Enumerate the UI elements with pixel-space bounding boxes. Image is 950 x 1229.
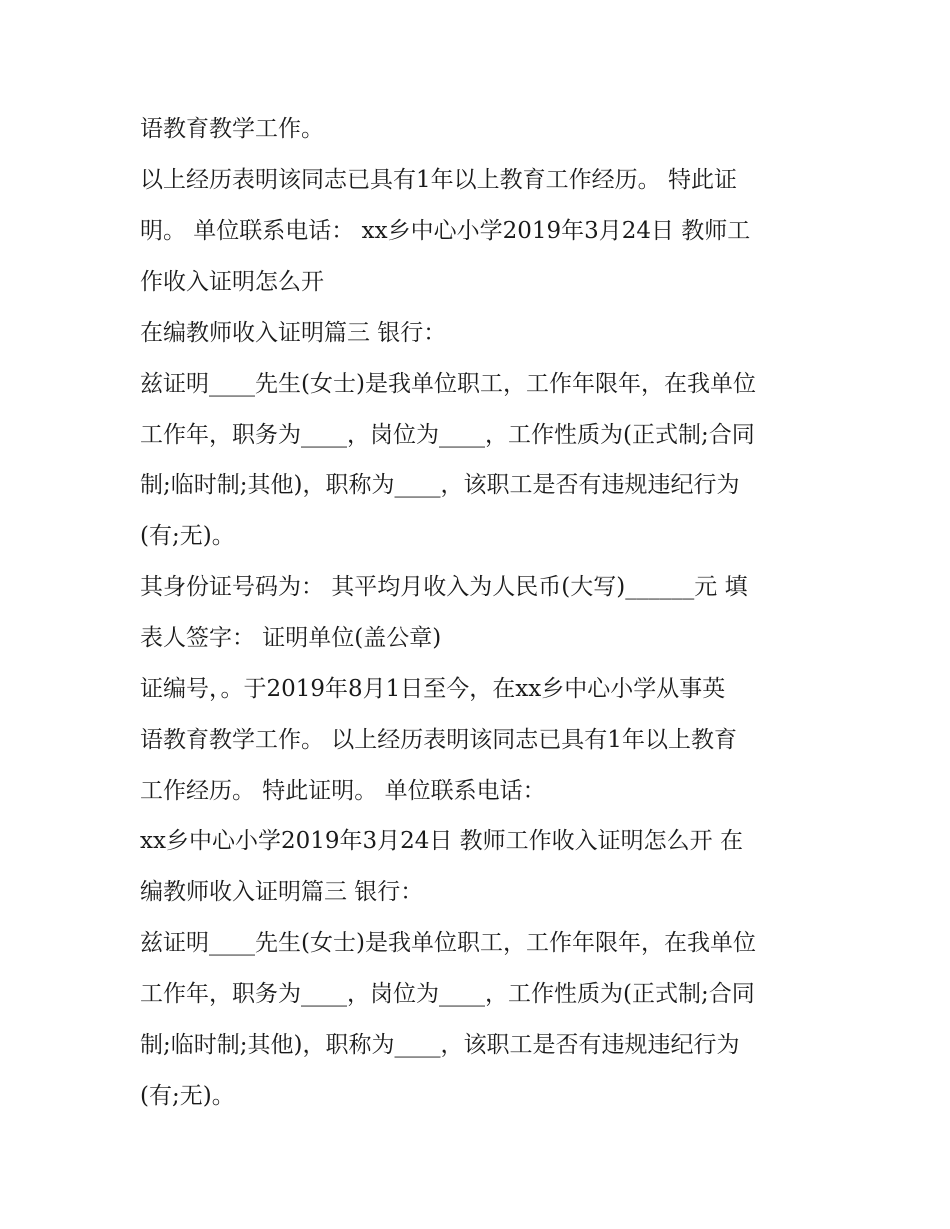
text-line: 表人签字： 证明单位(盖公章) [140,625,442,651]
text-line: 兹证明____先生(女士)是我单位职工，工作年限年，在我单位 [140,371,756,397]
text-line: 明。 单位联系电话： xx乡中心小学2019年3月24日 教师工 [140,218,751,244]
text-line: 以上经历表明该同志已具有1年以上教育工作经历。 特此证 [140,167,737,193]
text-line: 编教师收入证明篇三 银行： [140,879,424,905]
text-line: (有;无)。 [140,1083,235,1109]
text-line: 在编教师收入证明篇三 银行： [140,320,447,346]
text-line: 工作年，职务为____，岗位为____，工作性质为(正式制;合同 [140,981,755,1007]
text-line: 工作年，职务为____，岗位为____，工作性质为(正式制;合同 [140,422,755,448]
text-line: xx乡中心小学2019年3月24日 教师工作收入证明怎么开 在 [140,828,743,854]
text-line: 制;临时制;其他)，职称为____，该职工是否有违规违纪行为 [140,472,740,498]
text-line: 制;临时制;其他)，职称为____，该职工是否有违规违纪行为 [140,1032,740,1058]
text-line: 语教育教学工作。 [140,116,324,142]
text-line: (有;无)。 [140,523,235,549]
text-line: 兹证明____先生(女士)是我单位职工，工作年限年，在我单位 [140,930,756,956]
text-line: 工作经历。 特此证明。 单位联系电话： [140,778,546,804]
text-line: 证编号，。于2019年8月1日至今，在xx乡中心小学从事英 [140,676,726,702]
text-line: 其身份证号码为： 其平均月收入为人民币(大写)______元 填 [140,574,748,600]
text-line: 作收入证明怎么开 [140,269,324,295]
text-line: 语教育教学工作。 以上经历表明该同志已具有1年以上教育 [140,727,737,753]
